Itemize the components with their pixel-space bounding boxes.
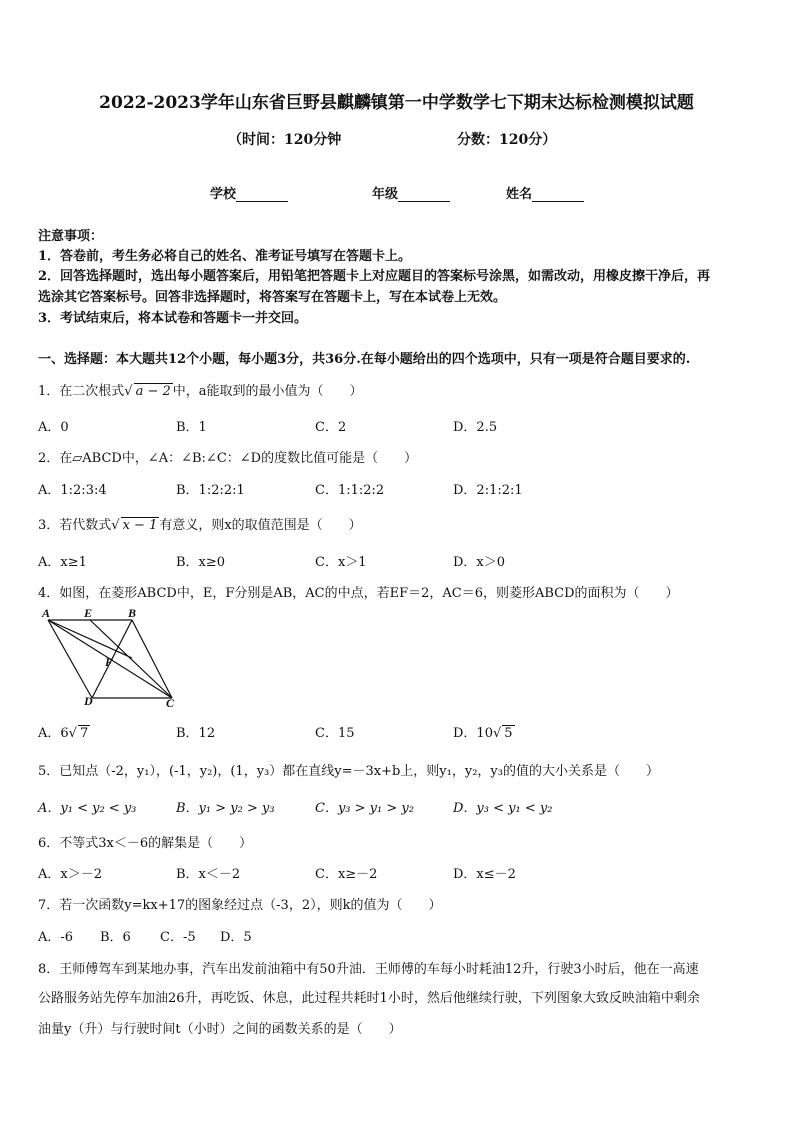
q5-option-a: A．y₁ < y₂ < y₃: [38, 801, 137, 816]
segment-af: [48, 620, 132, 658]
q3-radicand: x − 1: [122, 518, 158, 533]
q2-option-d: D．2:1:2:1: [453, 483, 523, 498]
q1-radicand: a − 2: [135, 384, 171, 399]
school-blank: [236, 189, 288, 202]
q4-a-sqrt-sign: √: [68, 726, 77, 741]
label-d: D: [84, 694, 93, 708]
notice-heading: 注意事项：: [38, 229, 104, 244]
q1-option-c: C．2: [315, 420, 347, 435]
notice-item-2a: 2．回答选择题时，选出每小题答案后，用铅笔把答题卡上对应题目的答案标号涂黑，如需改动，用橡皮擦干净后，再: [38, 269, 711, 284]
q4-d-radicand: 5: [504, 726, 513, 741]
question-7: 7．若一次函数y=kx+17的图象经过点（-3，2），则k的值为（ ）: [38, 898, 442, 913]
school-field: [210, 183, 288, 202]
label-c: C: [166, 696, 175, 708]
label-e: E: [84, 608, 93, 620]
edge-da: [48, 620, 92, 698]
q6-option-c: C．x≥－2: [315, 867, 378, 882]
name-field: [506, 183, 584, 202]
q5-option-b: B．y₁ > y₂ > y₃: [176, 801, 275, 816]
q1-stem-post: 中，a能取到的最小值为（ ）: [172, 384, 363, 399]
q1-option-d: D．2.5: [453, 420, 498, 435]
edge-bc: [132, 620, 172, 698]
label-a: A: [42, 608, 51, 620]
name-label: 姓名: [506, 187, 533, 202]
question-8-line-3: 油量y（升）与行驶时间t（小时）之间的函数关系的是（ ）: [38, 1022, 402, 1037]
q4-option-d: [453, 722, 515, 741]
segment-ec: [90, 620, 172, 698]
q3-sqrt-sign: √: [111, 518, 120, 533]
label-f: F: [105, 655, 114, 669]
question-2: 2．在▱ABCD中，∠A：∠B:∠C：∠D的度数比值可能是（ ）: [38, 451, 418, 466]
page-title: 2022-2023学年山东省巨野县麒麟镇第一中学数学七下期末达标检测模拟试题: [99, 93, 694, 113]
q4-option-b: B．12: [176, 726, 216, 741]
q1-option-a: A．0: [38, 420, 69, 435]
q5-option-d: D．y₃ < y₁ < y₂: [453, 801, 553, 816]
q7-option-a: A．-6: [38, 930, 74, 945]
q4-a-coef: A．6: [38, 726, 69, 741]
q4-option-c: C．15: [315, 726, 355, 741]
q4-a-radicand: 7: [79, 726, 89, 741]
notice-item-2b: 选涂其它答案标号。回答非选择题时，将答案写在答题卡上，写在本试卷上无效。: [38, 290, 507, 305]
q1-stem-pre: 1．在二次根式: [38, 384, 125, 399]
q5-option-c: C．y₃ > y₁ > y₂: [315, 801, 414, 816]
q6-option-b: B．x＜－2: [176, 867, 241, 882]
question-4: 4．如图，在菱形ABCD中，E，F分别是AB，AC的中点，若EF＝2，AC＝6，则菱形ABCD的面积为（ ）: [38, 586, 679, 601]
q7-option-b: B．6: [100, 930, 131, 945]
q4-option-a: [38, 722, 90, 741]
q2-option-c: C．1:1:2:2: [315, 483, 385, 498]
q7-option-d: D．5: [220, 930, 252, 945]
question-3: [38, 514, 362, 533]
question-5: 5．已知点（-2，y₁），(-1，y₂)，(1，y₃）都在直线y=－3x+b上，则y₁，y₂，y₃的值的大小关系是（ ）: [38, 764, 659, 779]
q6-option-a: A．x＞－2: [38, 867, 102, 882]
notice-item-3: 3．考试结束后，将本试卷和答题卡一并交回。: [38, 311, 308, 326]
section-title: 一、选择题：本大题共12个小题，每小题3分，共36分.在每小题给出的四个选项中，只有一项是符合题目要求的.: [38, 352, 691, 367]
q2-option-a: A．1:2:3:4: [38, 483, 107, 498]
q3-option-d: D．x＞0: [453, 555, 506, 570]
question-6: 6．不等式3x＜－6的解集是（ ）: [38, 836, 253, 851]
question-8-line-1: 8．王师傅驾车到某地办事，汽车出发前油箱中有50升油．王师傅的车每小时耗油12升，行驶3小时后，他在一高速: [38, 962, 699, 977]
grade-field: [372, 183, 450, 202]
q1-option-b: B．1: [176, 420, 207, 435]
q4-d-coef: D．10: [453, 726, 493, 741]
label-b: B: [128, 608, 137, 620]
q3-option-b: B．x≥0: [176, 555, 226, 570]
exam-score: 分数：120分）: [457, 132, 557, 148]
q3-option-a: A．x≥1: [38, 555, 87, 570]
grade-label: 年级: [372, 187, 399, 202]
school-label: 学校: [210, 187, 237, 202]
question-8-line-2: 公路服务站先停车加油26升，再吃饭、休息，此过程共耗时1小时，然后他继续行驶，下列图象大致反映油箱中剩余: [38, 991, 700, 1006]
q1-sqrt-sign: √: [124, 384, 133, 399]
q2-option-b: B．1:2:2:1: [176, 483, 245, 498]
q4-d-sqrt-sign: √: [492, 726, 502, 741]
q7-option-c: C．-5: [160, 930, 196, 945]
q3-option-c: C．x＞1: [315, 555, 367, 570]
q3-stem-pre: 3．若代数式: [38, 518, 112, 533]
name-blank: [532, 189, 584, 202]
rhombus-figure: [40, 608, 190, 708]
grade-blank: [398, 189, 450, 202]
q3-stem-post: 有意义，则x的取值范围是（ ）: [159, 518, 362, 533]
notice-item-1: 1．答卷前，考生务必将自己的姓名、准考证号填写在答题卡上。: [38, 249, 412, 264]
q6-option-d: D．x≤－2: [453, 867, 516, 882]
exam-time: （时间：120分钟: [228, 132, 342, 148]
question-1: [38, 380, 363, 399]
